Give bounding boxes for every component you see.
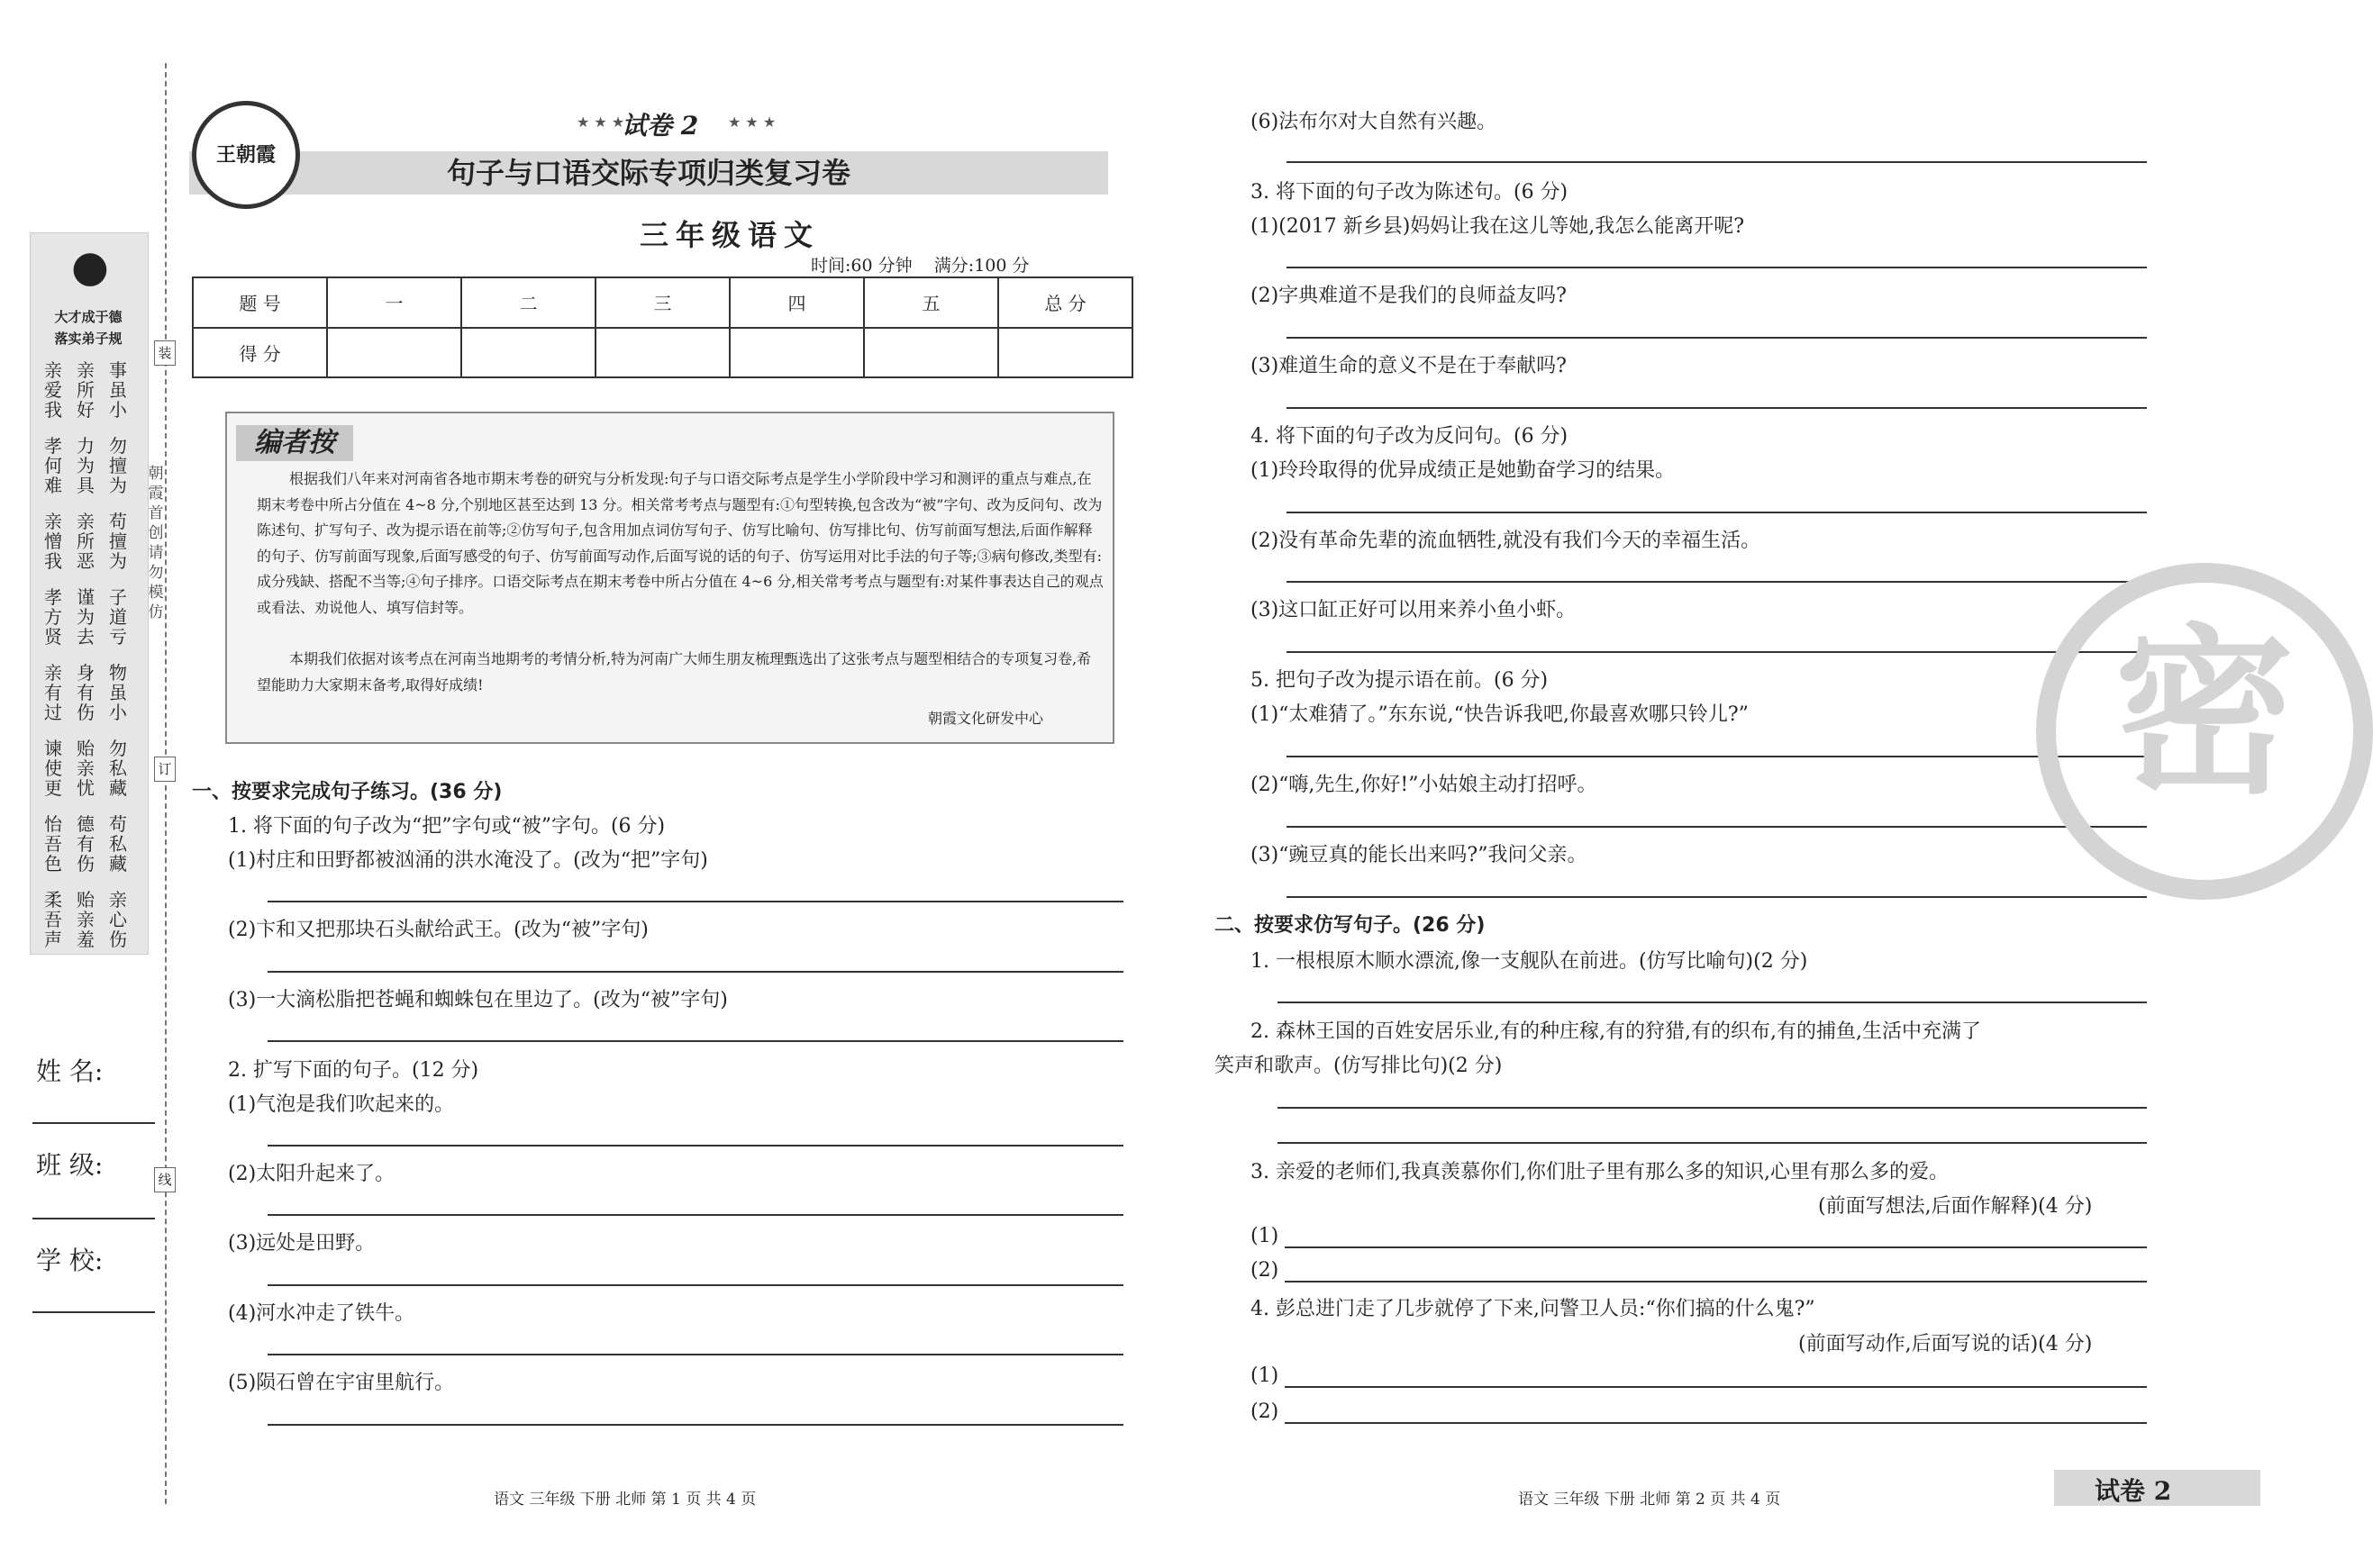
blank-label: (2) xyxy=(1250,1259,1279,1282)
question-4-item-3: (3)这口缸正好可以用来养小鱼小虾。 xyxy=(1250,599,1577,621)
poem-column: 亲所恶 xyxy=(77,511,95,572)
footer-left: 语文 三年级 下册 北师 第 1 页 共 4 页 xyxy=(494,1491,757,1509)
exam-time: 时间:60 分钟 xyxy=(811,256,913,276)
class-field[interactable] xyxy=(32,1218,155,1219)
poem-column: 怡吾色 xyxy=(44,813,62,875)
poem-column: 苟私藏 xyxy=(109,813,127,875)
question-1: 1. 将下面的句子改为“把”字句或“被”字句。(6 分) xyxy=(228,815,666,838)
blank-label: (1) xyxy=(1250,1225,1279,1247)
section-2-question-4-hint: (前面写动作,后面写说的话)(4 分) xyxy=(1798,1333,2093,1355)
score-input[interactable] xyxy=(998,328,1132,378)
answer-line[interactable] xyxy=(1287,826,2147,828)
poem-column: 孝何难 xyxy=(44,435,62,496)
confidential-seal-icon: 密 xyxy=(2036,563,2373,900)
score-input[interactable] xyxy=(461,328,596,378)
answer-line[interactable] xyxy=(268,1424,1123,1426)
question-2-item-5: (5)陨石曾在宇宙里航行。 xyxy=(228,1372,455,1394)
score-input[interactable] xyxy=(864,328,998,378)
question-3-item-3: (3)难道生命的意义不是在于奉献吗? xyxy=(1250,355,1567,377)
blank-label: (1) xyxy=(1250,1364,1279,1387)
poem-column: 亲心伤 xyxy=(109,889,127,950)
answer-line[interactable] xyxy=(268,1214,1123,1216)
exam-info xyxy=(811,252,1030,276)
question-2-item-1: (1)气泡是我们吹起来的。 xyxy=(228,1093,455,1116)
answer-line[interactable] xyxy=(1287,337,2147,339)
editor-note-sign: 朝霞文化研发中心 xyxy=(928,710,1044,727)
score-cell: 总 分 xyxy=(998,277,1132,328)
poem-column: 身有伤 xyxy=(77,662,95,723)
answer-line[interactable] xyxy=(268,1284,1123,1286)
school-field[interactable] xyxy=(32,1311,155,1313)
question-2-item-3: (3)远处是田野。 xyxy=(228,1232,376,1255)
answer-line[interactable] xyxy=(1287,581,2147,583)
question-5-item-2: (2)“嗨,先生,你好!”小姑娘主动打招呼。 xyxy=(1250,774,1597,796)
section-2-question-2b: 笑声和歌声。(仿写排比句)(2 分) xyxy=(1214,1055,1503,1077)
poem-column: 亲所好 xyxy=(77,359,95,421)
corner-paper-number: 试卷 2 xyxy=(2095,1476,2172,1506)
score-cell: 得 分 xyxy=(193,328,327,378)
answer-line[interactable] xyxy=(268,971,1123,973)
answer-line[interactable] xyxy=(268,901,1123,902)
question-5: 5. 把句子改为提示语在前。(6 分) xyxy=(1250,669,1549,692)
score-cell: 五 xyxy=(864,277,998,328)
footer-right: 语文 三年级 下册 北师 第 2 页 共 4 页 xyxy=(1518,1491,1781,1509)
scholar-icon: ● xyxy=(71,241,109,292)
section-2-title: 二、按要求仿写句子。(26 分) xyxy=(1214,914,1486,937)
poem-column: 勿私藏 xyxy=(109,738,127,799)
name-field[interactable] xyxy=(32,1122,155,1124)
question-2-item-4: (4)河水冲走了铁牛。 xyxy=(228,1302,415,1325)
poem-column: 柔吾声 xyxy=(44,889,62,950)
poem-column: 亲憎我 xyxy=(44,511,62,572)
poem-column: 苟擅为 xyxy=(109,511,127,572)
section-2-question-3: 3. 亲爱的老师们,我真羡慕你们,你们肚子里有那么多的知识,心里有那么多的爱。 xyxy=(1250,1161,1949,1183)
motto-line-2: 落实弟子规 xyxy=(54,331,123,347)
score-table xyxy=(192,276,1133,378)
question-3-item-2: (2)字典难道不是我们的良师益友吗? xyxy=(1250,285,1567,307)
score-table-score-row xyxy=(193,328,1132,378)
poem-column: 力为具 xyxy=(77,435,95,496)
poem-column: 勿擅为 xyxy=(109,435,127,496)
poem-column: 亲有过 xyxy=(44,662,62,723)
poem-column: 亲爱我 xyxy=(44,359,62,421)
answer-line[interactable] xyxy=(268,1040,1123,1042)
binding-mark-1: 装 xyxy=(154,340,176,366)
poem-column: 谏使更 xyxy=(44,738,62,799)
question-1-item-2: (2)卞和又把那块石头献给武王。(改为“被”字句) xyxy=(228,919,649,941)
score-cell: 一 xyxy=(327,277,461,328)
answer-line[interactable] xyxy=(1287,512,2147,513)
editor-note-title: 编者按 xyxy=(236,425,353,461)
motto-line-1: 大才成于德 xyxy=(54,309,123,325)
question-3: 3. 将下面的句子改为陈述句。(6 分) xyxy=(1250,181,1568,204)
answer-line[interactable] xyxy=(1285,1281,2147,1282)
poem-column: 贻亲忧 xyxy=(77,738,95,799)
question-4-item-1: (1)玲玲取得的优异成绩正是她勤奋学习的结果。 xyxy=(1250,459,1676,482)
question-1-item-3: (3)一大滴松脂把苍蝇和蜘蛛包在里边了。(改为“被”字句) xyxy=(228,989,728,1011)
answer-line[interactable] xyxy=(1285,1422,2147,1424)
score-table-header-row xyxy=(193,277,1132,328)
editor-note-para-1: 根据我们八年来对河南省各地市期末考卷的研究与分析发现:句子与口语交际考点是学生小学阶段中学习和测评的重点与难点,在期末考卷中所占分值在 4~8 分,个别地区甚至达到 13 分。相关常考考点与题型有:①句型转换,包含改为“被”字句、改为反问句、改为陈述句、扩写句子、改为提示语在前等;②仿写句子,包含用加点词仿写句子、仿写比喻句、仿写排比句、仿写前面写想法,后面作解释的句子、仿写前面写现象,后面写感受的句子、仿写前面写动作,后面写说的话的句子、仿写运用对比手法的句子等;③病句修改,类型有:成分残缺、搭配不当等;④句子排序。口语交际考点在期末考卷中所占分值在 4~6 分,相关常考考点与题型有:对某件事表达自己的观点或看法、劝说他人、填写信封等。 xyxy=(257,470,1104,616)
name-label: 姓 名: xyxy=(36,1056,104,1086)
answer-line[interactable] xyxy=(1287,161,2147,163)
answer-line[interactable] xyxy=(1277,1107,2147,1109)
answer-line[interactable] xyxy=(1287,756,2147,757)
poem-column: 谨为去 xyxy=(77,586,95,648)
question-5-item-1: (1)“太难猜了。”东东说,“快告诉我吧,你最喜欢哪只铃儿?” xyxy=(1250,703,1749,726)
answer-line[interactable] xyxy=(1287,651,2147,653)
subject-title: 三年级语文 xyxy=(639,218,820,252)
section-2-question-2a: 2. 森林王国的百姓安居乐业,有的种庄稼,有的狩猎,有的织布,有的捕鱼,生活中充满了 xyxy=(1250,1020,1981,1043)
score-cell: 三 xyxy=(596,277,730,328)
question-3-item-1: (1)(2017 新乡县)妈妈让我在这儿等她,我怎么能离开呢? xyxy=(1250,215,1745,238)
star-icon-right: ★ ★ ★ xyxy=(728,113,777,131)
class-label: 班 级: xyxy=(36,1150,104,1180)
question-4: 4. 将下面的句子改为反问句。(6 分) xyxy=(1250,425,1568,448)
answer-line[interactable] xyxy=(1287,407,2147,409)
poem-column: 贻亲羞 xyxy=(77,889,95,950)
section-1-title: 一、按要求完成句子练习。(36 分) xyxy=(192,781,503,803)
binding-mark-3: 线 xyxy=(154,1167,176,1192)
page-title: 句子与口语交际专项归类复习卷 xyxy=(446,156,850,190)
answer-line[interactable] xyxy=(1277,1142,2147,1144)
score-cell: 四 xyxy=(730,277,864,328)
score-cell: 二 xyxy=(461,277,596,328)
sidebar-motto xyxy=(36,306,141,349)
score-cell: 题 号 xyxy=(193,277,327,328)
question-2-item-2: (2)太阳升起来了。 xyxy=(228,1163,396,1185)
question-2-item-6: (6)法布尔对大自然有兴趣。 xyxy=(1250,111,1497,133)
vertical-note: 朝霞首创 请勿模仿 xyxy=(148,465,164,621)
exam-full-score: 满分:100 分 xyxy=(933,256,1030,276)
editor-note-para-2: 本期我们依据对该考点在河南当地期考的考情分析,特为河南广大师生朋友梳理甄选出了这张考点与题型相结合的专项复习卷,希望能助力大家期末备考,取得好成绩! xyxy=(257,650,1092,693)
cut-line xyxy=(165,63,167,1504)
brand-logo: 王朝霞 xyxy=(192,101,300,209)
section-2-question-3-hint: (前面写想法,后面作解释)(4 分) xyxy=(1818,1195,2093,1218)
answer-line[interactable] xyxy=(1277,1002,2147,1003)
poem-column: 事虽小 xyxy=(109,359,127,421)
score-input[interactable] xyxy=(730,328,864,378)
question-4-item-2: (2)没有革命先辈的流血牺牲,就没有我们今天的幸福生活。 xyxy=(1250,530,1761,552)
question-1-item-1: (1)村庄和田野都被汹涌的洪水淹没了。(改为“把”字句) xyxy=(228,849,708,872)
poem-column: 孝方贤 xyxy=(44,586,62,648)
paper-number: 试卷 2 xyxy=(622,111,699,140)
answer-line[interactable] xyxy=(1285,1246,2147,1248)
score-input[interactable] xyxy=(596,328,730,378)
binding-mark-2: 订 xyxy=(154,757,176,782)
star-icon-left: ★ ★ ★ xyxy=(577,113,625,131)
school-label: 学 校: xyxy=(36,1246,104,1275)
score-input[interactable] xyxy=(327,328,461,378)
answer-line[interactable] xyxy=(268,1145,1123,1147)
question-2: 2. 扩写下面的句子。(12 分) xyxy=(228,1059,479,1082)
poem-column: 德有伤 xyxy=(77,813,95,875)
answer-line[interactable] xyxy=(268,1354,1123,1355)
answer-line[interactable] xyxy=(1287,896,2147,898)
answer-line[interactable] xyxy=(1285,1386,2147,1388)
section-2-question-1: 1. 一根根原木顺水漂流,像一支舰队在前进。(仿写比喻句)(2 分) xyxy=(1250,950,1808,973)
poem-column: 子道亏 xyxy=(109,586,127,648)
blank-label: (2) xyxy=(1250,1400,1279,1423)
answer-line[interactable] xyxy=(1287,267,2147,268)
question-5-item-3: (3)“豌豆真的能长出来吗?”我问父亲。 xyxy=(1250,844,1587,866)
section-2-question-4: 4. 彭总进门走了几步就停了下来,问警卫人员:“你们搞的什么鬼?” xyxy=(1250,1298,1815,1320)
poem-column: 物虽小 xyxy=(109,662,127,723)
